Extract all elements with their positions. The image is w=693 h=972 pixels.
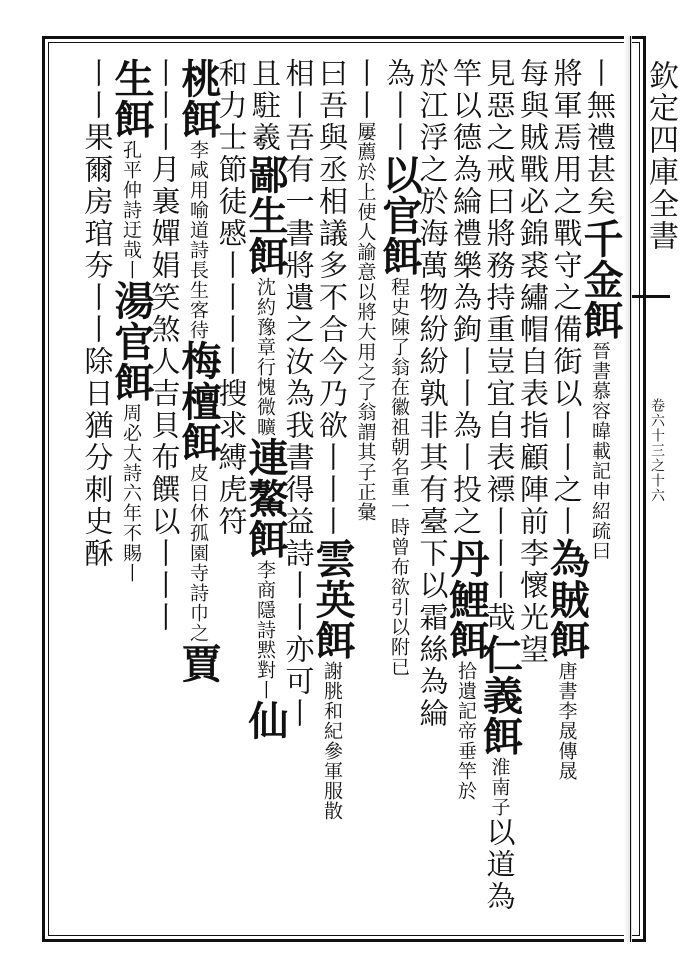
entry-text: 於江浮之於海萬物紛紛孰非其有 [415,58,450,506]
volume-label: 卷六十三之十六 [649,398,665,503]
series-title: 欽定四庫全書 [643,60,678,252]
entry-text: 曰吾與丞相議多不合今乃欲丨丨丨 [315,58,349,538]
entry-text: 竿以德為綸禮樂為鉤丨丨為丨投之 [449,58,483,538]
entry-text: 晉書慕容暐載記申紹疏曰 [589,341,611,561]
entry-text: 以道為 [482,817,517,913]
entry-heading: 仙 [242,700,289,741]
entry-text: 孔平仲詩迂哉丨 [120,140,142,280]
entry-text: 相丨吾有一書將遺之汝為我書 [281,58,316,474]
entry-heading: 為賊餌 [543,538,591,661]
entry-text: 吉貝布饌以丨丨丨 [147,378,182,634]
entry-text: 為丨丨 [382,58,416,154]
entry-text: 皮日休孤園寺詩巾之 [187,463,209,643]
entry-text: 謝朓和紀參軍服散 [321,661,343,821]
entry-text: 程史陳了翁在徽祖朝名重一時曾布欲引以附已 [388,277,410,677]
entry-text: 丨丨果爾房琯夯 [80,58,115,282]
entry-text: 臺下以霜絲為綸 [415,506,450,730]
entry-text: 李商隱詩黙對丨 [254,560,276,700]
entry-text: 丨無禮甚矣 [583,58,617,218]
entry-heading: 桃餌 [175,58,222,140]
entry-text: 沈約豫章行愧微曠 [254,277,276,437]
entry-text: 淮南子 [488,757,511,817]
entry-text: 且駐羲 [248,58,282,154]
entry-text: 得益詩丨丨亦可丨 [281,474,316,730]
entry-text: 丨丨搜求縛虎符 [214,314,249,538]
entry-heading: 生餌 [108,58,155,140]
entry-text: 將軍焉用之 [549,58,584,218]
entry-text: 和力 [214,58,249,122]
entry-text: 唐書李晟傳晟 [555,661,578,781]
entry-text: 丨丨除日猶分刺史酥 [80,282,115,570]
entry-heading: 以官餌 [376,154,423,277]
entry-text: 戰守之備衘以丨丨之丨 [549,218,584,538]
entry-heading: 雲英餌 [309,538,356,661]
entry-heading: 丹鯉餌 [443,538,490,661]
entry-heading: 鄙生餌 [242,154,289,277]
entry-text: 屢薦於上使人諭意以將大用之了翁謂其子正彙 [354,122,377,522]
entry-heading: 梅檀餌 [175,340,222,463]
entry-text: 見惡之戒曰將務持重豈宜自表褾丨丨丨哉 [482,58,517,634]
entry-text: 拾遺記帝垂竿於 [455,661,477,801]
entry-heading: 賈 [175,643,222,684]
entry-text: 丨丨丨月裏嬋娟笑煞人 [147,58,182,378]
entry-text: 士節徒慼丨丨 [214,122,249,314]
entry-heading: 連鰲餌 [242,437,289,560]
text-column [78,58,118,928]
entry-heading: 湯官餌 [108,280,155,403]
entry-text: 每與賊戰必錦裘繡帽自表指顧陣前李懷光望 [516,58,550,666]
entry-heading: 仁義餌 [476,634,524,757]
entry-text: 李咸用喻道詩長生客待 [187,140,209,340]
entry-text: 周必大詩六年不賜丨 [120,403,142,583]
entry-heading: 千金餌 [577,218,624,341]
entry-text: 丨丨 [348,58,383,122]
